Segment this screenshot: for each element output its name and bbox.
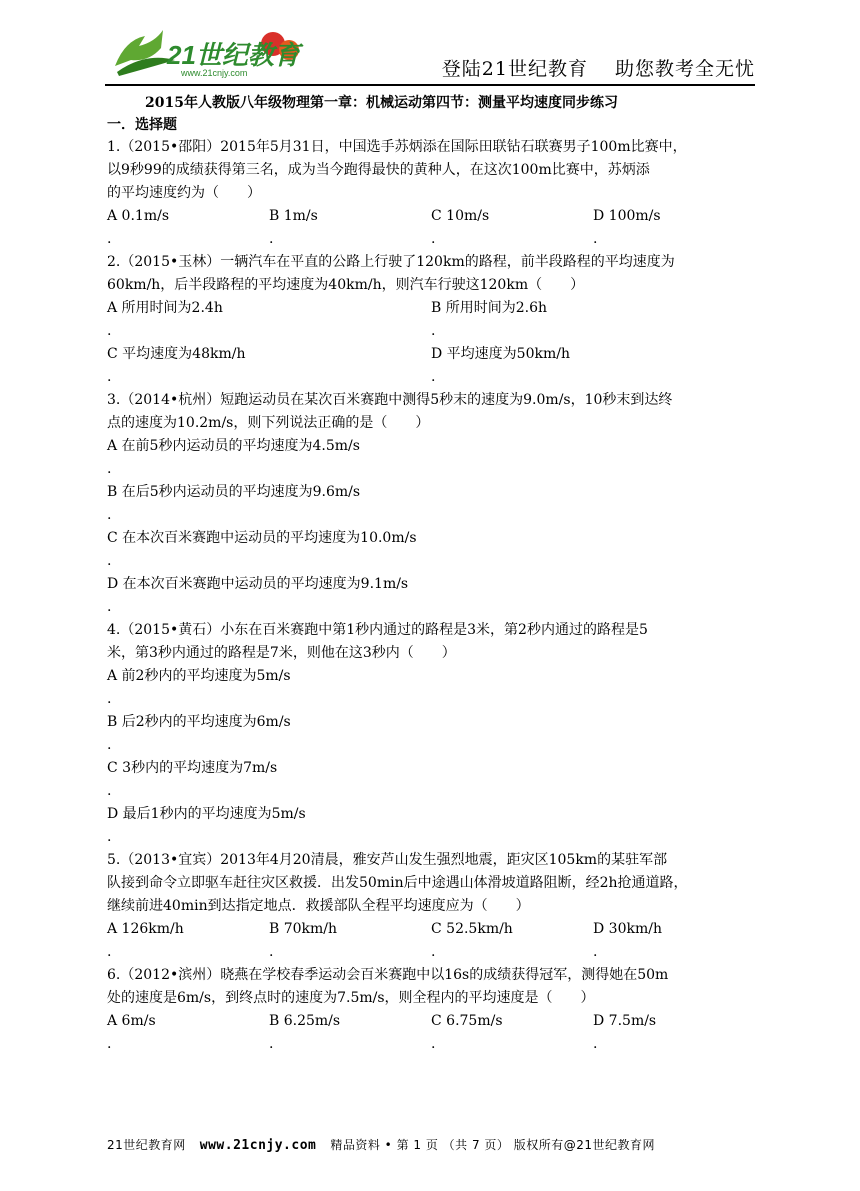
question-line: 1.（2015•邵阳）2015年5月31日，中国选手苏炳添在国际田联钻石联赛男子100m比赛中， xyxy=(107,139,687,155)
logo-text: 21世纪教育 xyxy=(167,40,300,70)
question-line: 处的速度是6m/s，到终点时的速度为7.5m/s，则全程内的平均速度是（ ） xyxy=(107,990,595,1006)
option-b[interactable]: B 在后5秒内运动员的平均速度为9.6m/s . xyxy=(107,484,361,523)
question-4 xyxy=(107,619,752,849)
question-6 xyxy=(107,964,752,1056)
option-row xyxy=(107,1010,752,1056)
logo xyxy=(105,22,305,80)
option-d[interactable]: D 100m/s . xyxy=(593,208,661,247)
question-line: 队接到命令立即驱车赶往灾区救援．出发50min后中途遇山体滑坡道路阻断，经2h抢通道路， xyxy=(107,875,688,891)
question-line: 点的速度为10.2m/s，则下列说法正确的是（ ） xyxy=(107,415,430,431)
option-b[interactable]: B 70km/h . xyxy=(269,921,338,960)
section-title: 一．选择题 xyxy=(107,117,177,133)
question-line: 5.（2013•宜宾）2013年4月20清晨，雅安芦山发生强烈地震，距灾区105km的某驻军部 xyxy=(107,852,668,868)
question-line: 3.（2014•杭州）短跑运动员在某次百米赛跑中测得5秒末的速度为9.0m/s，10秒末到达终 xyxy=(107,392,673,408)
option-c[interactable]: C 6.75m/s . xyxy=(431,1013,503,1052)
option-a[interactable]: A 前2秒内的平均速度为5m/s . xyxy=(107,668,291,707)
question-3 xyxy=(107,389,752,619)
option-d[interactable]: D 30km/h . xyxy=(593,921,662,960)
option-a[interactable]: A 6m/s . xyxy=(107,1013,156,1052)
option-b[interactable]: B 6.25m/s . xyxy=(269,1013,341,1052)
page-footer xyxy=(107,1136,655,1153)
option-d[interactable]: D 平均速度为50km/h . xyxy=(431,346,570,385)
option-b[interactable]: B 后2秒内的平均速度为6m/s . xyxy=(107,714,291,753)
footer-right: 精品资料 • 第 1 页 （共 7 页） 版权所有@21世纪教育网 xyxy=(330,1138,655,1152)
question-line: 以9秒99的成绩获得第三名，成为当今跑得最快的黄种人，在这次100m比赛中，苏炳添 xyxy=(107,162,650,178)
question-line: 4.（2015•黄石）小东在百米赛跑中第1秒内通过的路程是3米，第2秒内通过的路程是5 xyxy=(107,622,648,638)
option-c[interactable]: C 3秒内的平均速度为7m/s . xyxy=(107,760,278,799)
option-d[interactable]: D 7.5m/s . xyxy=(593,1013,657,1052)
header-divider xyxy=(105,84,755,86)
question-5 xyxy=(107,849,752,964)
option-d[interactable]: D 在本次百米赛跑中运动员的平均速度为9.1m/s . xyxy=(107,576,409,615)
page-header xyxy=(105,22,755,82)
question-2 xyxy=(107,251,752,389)
option-b[interactable]: B 1m/s . xyxy=(269,208,318,247)
option-a[interactable]: A 0.1m/s . xyxy=(107,208,170,247)
option-row xyxy=(107,918,752,964)
option-row xyxy=(107,343,752,389)
question-line: 60km/h，后半段路程的平均速度为40km/h，则汽车行驶这120km（ ） xyxy=(107,277,585,293)
question-line: 6.（2012•滨州）晓燕在学校春季运动会百米赛跑中以16s的成绩获得冠军，测得她在50m xyxy=(107,967,669,983)
page-title: 2015年人教版八年级物理第一章：机械运动第四节：测量平均速度同步练习 xyxy=(145,95,618,111)
option-a[interactable]: A 126km/h . xyxy=(107,921,184,960)
question-line: 米，第3秒内通过的路程是7米，则他在这3秒内（ ） xyxy=(107,645,456,661)
header-slogan: 登陆21世纪教育 助您教考全无忧 xyxy=(441,58,755,80)
question-list xyxy=(107,114,752,1056)
question-line: 继续前进40min到达指定地点．救援部队全程平均速度应为（ ） xyxy=(107,898,530,914)
option-c[interactable]: C 在本次百米赛跑中运动员的平均速度为10.0m/s . xyxy=(107,530,417,569)
footer-left: 21世纪教育网 xyxy=(107,1138,186,1152)
option-a[interactable]: A 所用时间为2.4h . xyxy=(107,300,223,339)
footer-site-link[interactable]: www.21cnjy.com xyxy=(199,1138,317,1153)
option-c[interactable]: C 平均速度为48km/h . xyxy=(107,346,246,385)
option-row xyxy=(107,297,752,343)
option-c[interactable]: C 52.5km/h . xyxy=(431,921,513,960)
question-line: 2.（2015•玉林）一辆汽车在平直的公路上行驶了120km的路程，前半段路程的平均速度为 xyxy=(107,254,675,270)
question-1 xyxy=(107,136,752,251)
option-b[interactable]: B 所用时间为2.6h . xyxy=(431,300,548,339)
option-c[interactable]: C 10m/s . xyxy=(431,208,490,247)
option-d[interactable]: D 最后1秒内的平均速度为5m/s . xyxy=(107,806,306,845)
option-a[interactable]: A 在前5秒内运动员的平均速度为4.5m/s . xyxy=(107,438,360,477)
option-row xyxy=(107,205,752,251)
question-line: 的平均速度约为（ ） xyxy=(107,185,261,201)
logo-url: www.21cnjy.com xyxy=(181,68,248,78)
